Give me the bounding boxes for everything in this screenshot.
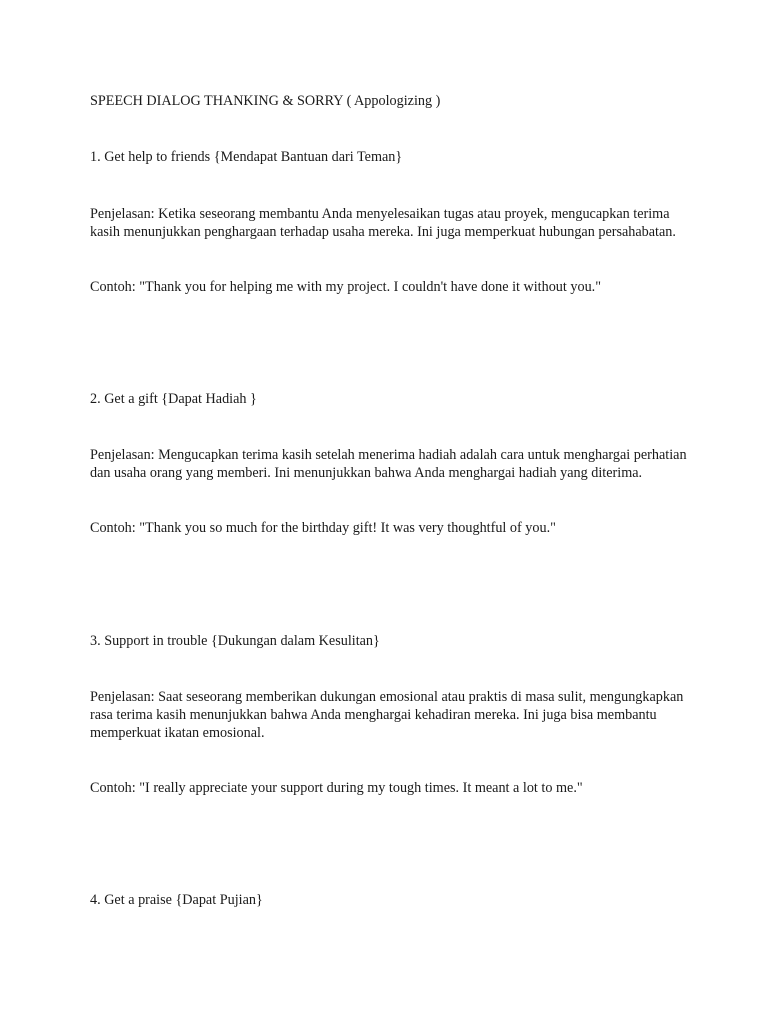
document-title: SPEECH DIALOG THANKING & SORRY ( Appologizing ) [90, 93, 441, 109]
section-explanation-1: Penjelasan: Ketika seseorang membantu Anda menyelesaikan tugas atau proyek, mengucapkan terima kasih menunjukkan penghargaan terhadap usaha mereka. Ini juga memperkuat hubungan persahabatan. [90, 206, 676, 240]
section-example-2: Contoh: "Thank you so much for the birthday gift! It was very thoughtful of you." [90, 520, 556, 536]
section-explanation-3: Penjelasan: Saat seseorang memberikan dukungan emosional atau praktis di masa sulit, mengungkapkan rasa terima kasih menunjukkan bahwa Anda menghargai kehadiran mereka. Ini juga bisa membantu memperkuat ikatan emosional. [90, 689, 684, 741]
section-heading-2: 2. Get a gift {Dapat Hadiah } [90, 391, 257, 407]
section-explanation-2: Penjelasan: Mengucapkan terima kasih setelah menerima hadiah adalah cara untuk menghargai perhatian dan usaha orang yang memberi. Ini menunjukkan bahwa Anda menghargai hadiah yang diterima. [90, 447, 687, 481]
section-heading-3: 3. Support in trouble {Dukungan dalam Kesulitan} [90, 633, 380, 649]
section-example-3: Contoh: "I really appreciate your support during my tough times. It meant a lot to me." [90, 780, 583, 796]
section-heading-4: 4. Get a praise {Dapat Pujian} [90, 892, 263, 908]
section-heading-1: 1. Get help to friends {Mendapat Bantuan dari Teman} [90, 149, 403, 165]
section-example-1: Contoh: "Thank you for helping me with my project. I couldn't have done it without you." [90, 279, 602, 295]
